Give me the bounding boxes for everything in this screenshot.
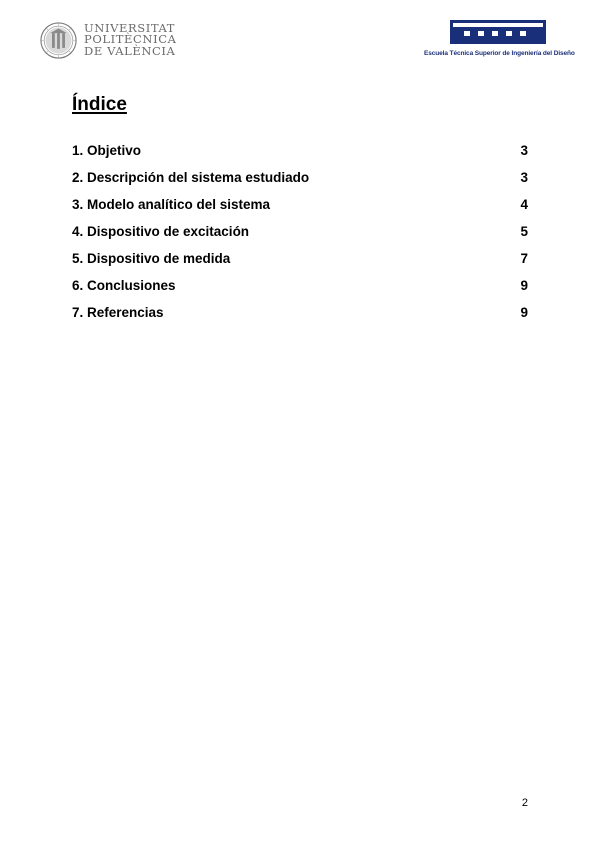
toc-entry-page: 5: [520, 224, 528, 239]
toc-entry-page: 4: [520, 197, 528, 212]
toc-entry-label: 7. Referencias: [72, 305, 164, 320]
upv-name-line-2: POLITÈCNICA: [84, 32, 177, 47]
toc-entry[interactable]: [72, 251, 528, 278]
toc-title: Índice: [72, 94, 127, 115]
etsid-logo: [424, 20, 575, 62]
toc-list: [72, 143, 528, 332]
toc-entry-label: 1. Objetivo: [72, 143, 142, 158]
toc-entry[interactable]: [72, 224, 528, 251]
toc-entry-label: 4. Dispositivo de excitación: [72, 224, 250, 239]
upv-name: [84, 20, 177, 58]
toc-entry[interactable]: [72, 197, 528, 224]
toc-entry-page: 3: [520, 170, 528, 185]
toc-entry-label: 6. Conclusiones: [72, 278, 176, 293]
toc-entry[interactable]: [72, 278, 528, 305]
toc-entry-label: 5. Dispositivo de medida: [72, 251, 231, 266]
toc-entry[interactable]: [72, 143, 528, 170]
toc-entry-label: 2. Descripción del sistema estudiado: [72, 170, 310, 185]
page-number: 2: [521, 797, 528, 809]
toc-entry[interactable]: [72, 305, 528, 332]
university-seal-icon: [40, 22, 77, 59]
etsid-name: Escuela Técnica Superior de Ingeniería del Diseño: [424, 50, 575, 57]
toc-entry-label: 3. Modelo analítico del sistema: [72, 197, 271, 212]
etsid-building-icon: [450, 20, 546, 44]
toc-entry-page: 9: [520, 305, 528, 320]
upv-logo: [40, 20, 180, 60]
toc-entry-page: 3: [520, 143, 528, 158]
upv-name-line-1: UNIVERSITAT: [84, 20, 176, 35]
toc-entry-page: 7: [520, 251, 528, 266]
upv-name-line-3: DE VALÈNCIA: [84, 43, 176, 58]
toc-entry[interactable]: [72, 170, 528, 197]
toc-entry-page: 9: [520, 278, 528, 293]
